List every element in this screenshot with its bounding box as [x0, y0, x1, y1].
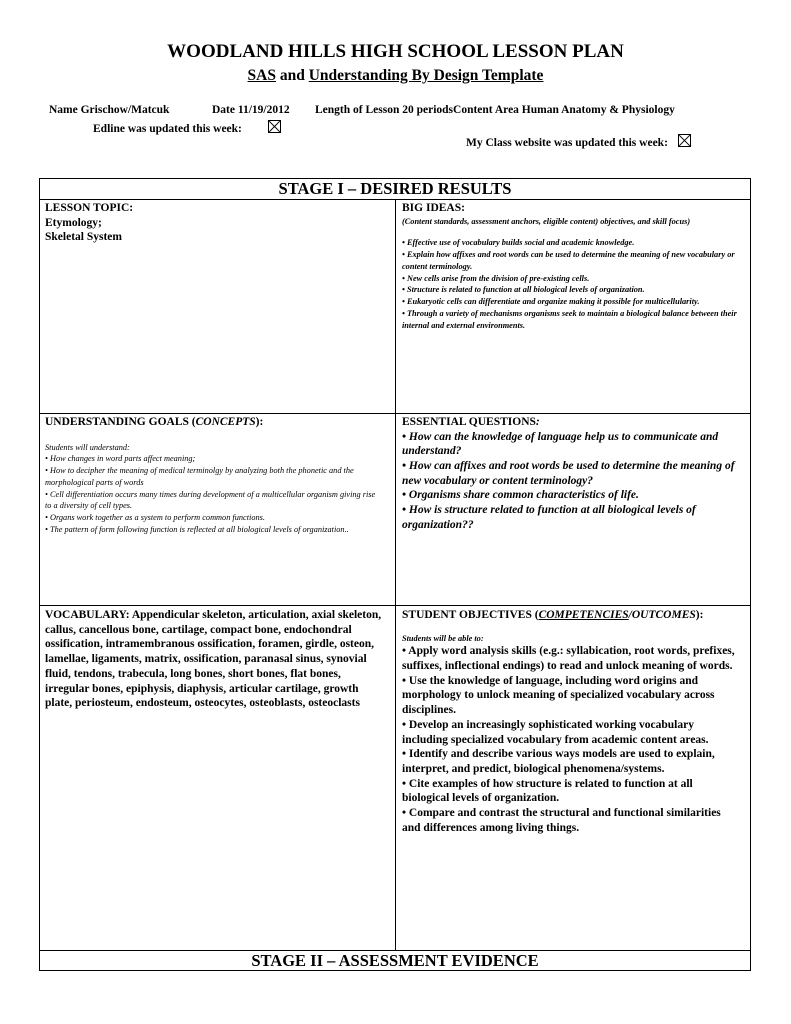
- row-divider-2: [39, 605, 751, 606]
- objectives-label-pre: STUDENT OBJECTIVES (: [402, 609, 539, 621]
- objectives-label-post: ):: [695, 609, 704, 621]
- objectives-label-outcomes: OUTCOMES: [631, 609, 696, 621]
- student-objective-item: • Cite examples of how structure is related to function at all biological levels of organization.: [402, 777, 693, 805]
- student-objective-item: • Apply word analysis skills (e.g.: syllabication, root words, prefixes, suffixes, inflectional endings) to read and unlock meaning of words.: [402, 645, 735, 672]
- column-divider: [395, 199, 396, 950]
- big-idea-item: • Effective use of vocabulary builds social and academic knowledge.: [402, 238, 635, 248]
- subtitle-and: and: [275, 67, 309, 84]
- lesson-topic-cell: [45, 201, 390, 245]
- big-idea-item: • Structure is related to function at all biological levels of organization.: [402, 285, 645, 295]
- essential-questions-colon: :: [535, 416, 540, 428]
- student-objectives-cell: [402, 608, 742, 835]
- big-idea-item: • New cells arise from the division of pre-existing cells.: [402, 273, 590, 283]
- subtitle-ubd: Understanding By Design Template: [308, 67, 544, 84]
- big-ideas-cell: [402, 201, 742, 332]
- student-objective-item: • Identify and describe various ways models are used to explain, interpret, and predict, biological phenomena/systems.: [402, 748, 715, 775]
- objectives-label-slash: /: [628, 609, 632, 621]
- essential-question-item: • How can affixes and root words be used to determine the meaning of new vocabulary or content terminology?: [402, 459, 735, 487]
- big-ideas-label: BIG IDEAS:: [402, 202, 465, 214]
- lesson-topic-item: Etymology;: [45, 216, 102, 229]
- stage1-heading: STAGE I – DESIRED RESULTS: [39, 178, 751, 200]
- meta-name: Name Grischow/Matcuk: [49, 104, 170, 116]
- student-objective-item: • Develop an increasingly sophisticated working vocabulary including specialized vocabulary from academic content areas.: [402, 718, 709, 746]
- class-site-checkbox[interactable]: [678, 134, 691, 147]
- class-site-label: My Class website was updated this week:: [466, 137, 668, 149]
- big-idea-item: • Eukaryotic cells can differentiate and organize making it possible for multicellularity.: [402, 297, 700, 307]
- vocabulary-cell: [45, 608, 385, 711]
- essential-questions-label: [402, 415, 742, 430]
- meta-length-content: Length of Lesson 20 periodsContent Area Human Anatomy & Physiology: [315, 104, 675, 116]
- edline-checkbox[interactable]: [268, 120, 281, 133]
- subtitle-sas: SAS: [247, 67, 276, 84]
- student-objective-item: • Compare and contrast the structural and functional similarities and differences among living things.: [402, 807, 721, 834]
- essential-question-item: • Organisms share common characteristics of life.: [402, 489, 639, 502]
- understanding-goal-item: • The pattern of form following function is reflected at all biological levels of organization..: [45, 525, 349, 535]
- understanding-goals-intro: Students will understand:: [45, 442, 130, 452]
- meta-edline: [93, 120, 281, 135]
- big-idea-item: • Through a variety of mechanisms organisms seek to maintain a biological balance between their internal and external environments.: [402, 309, 737, 330]
- understanding-goals-label-post: ):: [255, 416, 264, 428]
- understanding-goal-item: • Organs work together as a system to perform common functions.: [45, 513, 265, 523]
- student-objectives-label: [402, 608, 742, 623]
- understanding-goals-label-pre: UNDERSTANDING GOALS (: [45, 416, 196, 428]
- objectives-label-competencies: COMPETENCIES: [538, 609, 629, 621]
- essential-questions-cell: [402, 415, 742, 532]
- understanding-goals-label-concepts: CONCEPTS: [195, 416, 256, 428]
- meta-class-site: [466, 134, 691, 149]
- document-title: WOODLAND HILLS HIGH SCHOOL LESSON PLAN: [167, 41, 624, 62]
- big-idea-item: • Explain how affixes and root words can be used to determine the meaning of new vocabulary or content terminology.: [402, 250, 735, 271]
- essential-question-item: • How is structure related to function at all biological levels of organization??: [402, 504, 696, 531]
- understanding-goals-label: [45, 415, 380, 430]
- big-ideas-note: (Content standards, assessment anchors, eligible content) objectives, and skill focus): [402, 216, 691, 226]
- lesson-topic-label: LESSON TOPIC:: [45, 202, 134, 214]
- vocabulary-terms: Appendicular skeleton, articulation, axial skeleton, callus, cancellous bone, cartilage, compact bone, endochondral ossification, intramembranous ossification, foramen, girdle, osteon, lamellae, ligaments, matrix, ossification, paranasal sinus, synovial fluid, tendons, trabecula, long bones, short bones, flat bones, irregular bones, epiphysis, diaphysis, articular cartilage, growth plate, periosteum, endosteum, osteocytes, osteoblasts, osteoclasts: [45, 609, 382, 710]
- understanding-goal-item: • How changes in word parts affect meaning;: [45, 454, 196, 464]
- meta-date: Date 11/19/2012: [212, 104, 290, 116]
- essential-questions-label-text: ESSENTIAL QUESTIONS: [402, 416, 536, 428]
- understanding-goals-cell: [45, 415, 380, 536]
- student-objectives-intro: Students will be able to:: [402, 633, 484, 643]
- document-subtitle: [0, 67, 791, 85]
- essential-question-item: • How can the knowledge of language help us to communicate and understand?: [402, 430, 719, 458]
- row-divider-1: [39, 413, 751, 414]
- vocabulary-label: VOCABULARY:: [45, 609, 132, 621]
- student-objective-item: • Use the knowledge of language, including word origins and morphology to unlock meaning of specialized vocabulary across disciplines.: [402, 674, 715, 717]
- edline-label: Edline was updated this week:: [93, 123, 242, 135]
- lesson-topic-item: Skeletal System: [45, 231, 122, 244]
- understanding-goal-item: • How to decipher the meaning of medical terminolgy by analyzing both the phonetic and the morphological parts of words: [45, 466, 354, 487]
- stage2-heading: STAGE II – ASSESSMENT EVIDENCE: [251, 951, 539, 970]
- understanding-goal-item: • Cell differentiation occurs many times during development of a multicellular organism giving rise to a diversity of cell types.: [45, 489, 376, 511]
